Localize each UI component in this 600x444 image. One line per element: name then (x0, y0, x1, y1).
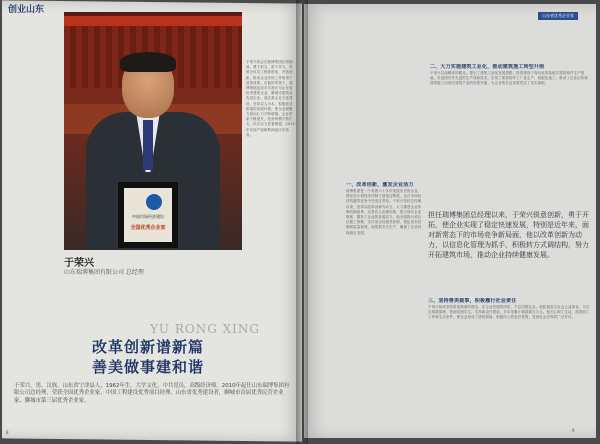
name-pinyin: YU RONG XING (150, 322, 260, 336)
headline-line2: 善美做事建和谐 (92, 358, 205, 376)
middle-body-text: 瑞博集团是一个有着六十多年发展历史的企业，曾经在计划经济体制下创造过辉煌，也在市场经济的激烈竞争中经受过考验。于荣兴担任总经理以来，坚持以改革创新为动力，大力推进企业体制机制改革，完善法人治理结构，建立现代企业制度，激发了企业的发展活力。他全面推行项目法施工管理，实行项目经理责任制，强化成本控制和质量管理。他狠抓安全生产，确保了企业持续稳定发展。 (346, 189, 422, 235)
plaque-line1: 中国市场经济建设 (132, 214, 164, 219)
caption-name: 于荣兴 (64, 258, 94, 269)
portrait-photo (64, 12, 242, 250)
plaque-line2: 全国优秀企业家 (130, 225, 166, 231)
photo-banner (64, 16, 242, 26)
page-spine (296, 0, 308, 444)
magazine-logo: 创业山东 (8, 5, 45, 15)
left-body-column (246, 60, 296, 280)
section1-heading: 一、改革创新，激发企业活力 (346, 182, 414, 188)
left-body-text: 于荣兴同志在瑞博集团任职期间，勇于担当、敢于作为，带领全体员工锐意进取，开拓创新，推动企业各项工作取得了显著成绩。在他的带领下，瑞博集团连续多年被评为山东省优秀建筑企业，聊城市建筑业先进企业。他注重企业文化建设，坚持以人为本，积极营造和谐的发展环境，使企业凝聚力和向心力不断增强。企业资质不断提升，经营规模不断扩大，综合实力显著增强，2015年实现产值和利润创历史新高。 (246, 60, 295, 137)
photo-tie (143, 120, 153, 170)
excerpt-paragraph: 担任瑞博集团总经理以来，于荣兴锐意创新，勇于开拓，使企业实现了稳定快速发展，特别是近年来，面对新常态下的市场竞争新局面，他以改革创新为动力，以信息化管理为抓手，积极转方式调结构，努力开拓建筑市场，推动企业持续健康发展。 (428, 211, 589, 259)
right-top-text: 于荣兴以战略家的眼光，提出了建筑工业化发展思路，投资建设了现代化的装配式建筑构件生产基地，引进国内外先进的生产线和技术，实现了建筑构件工厂化生产、装配化施工，推动了企业由传统建筑施工向现代建筑产业的转型升级，为企业的长远发展奠定了坚实基础。 (430, 71, 588, 86)
page-number-right: 9 (572, 428, 575, 433)
section-tag: 山东省优秀企业家 (538, 12, 578, 20)
plaque-face (124, 188, 172, 242)
intro-paragraph: 于荣兴，男，汉族，山东省宁津县人，1962年生，大学文化，中共党员，高级经济师。2010年起任山东瑞博集团有限公司总经理，荣获全国优秀企业家、中国工程建设优秀项目经理、山东省优秀建设者，聊城市首届优秀民营企业家、聊城市第三届优秀企业家。 (14, 383, 290, 404)
photo-hair (120, 52, 176, 72)
plaque-emblem-icon (146, 194, 162, 210)
right-top-column (430, 64, 590, 204)
headline-line1: 改革创新谱新篇 (92, 338, 205, 356)
right-bottom-column (428, 298, 590, 422)
section2-heading: 二、大力实施建筑工业化，推动建筑施工转型升级 (430, 64, 545, 70)
right-bottom-text: 于荣兴始终坚持善美做事的理念，在企业发展的同时，不忘回报社会。他积极参与社会公益事业，为灾区捐款捐物，资助贫困学生，支持新农村建设，多年来累计捐款数百万元。他关心职工生活，改善职工工作和生活条件，使企业形成了团结和谐、积极向上的良好氛围，受到社会各界的广泛好评。 (428, 305, 590, 320)
caption-title: 山东瑞博集团有限公司 总经理 (64, 269, 144, 276)
middle-body-column (346, 182, 422, 382)
page-number-left: 8 (6, 430, 9, 435)
award-plaque (116, 180, 180, 250)
section3-heading: 三、坚持善美做事，积极履行社会责任 (428, 298, 517, 304)
